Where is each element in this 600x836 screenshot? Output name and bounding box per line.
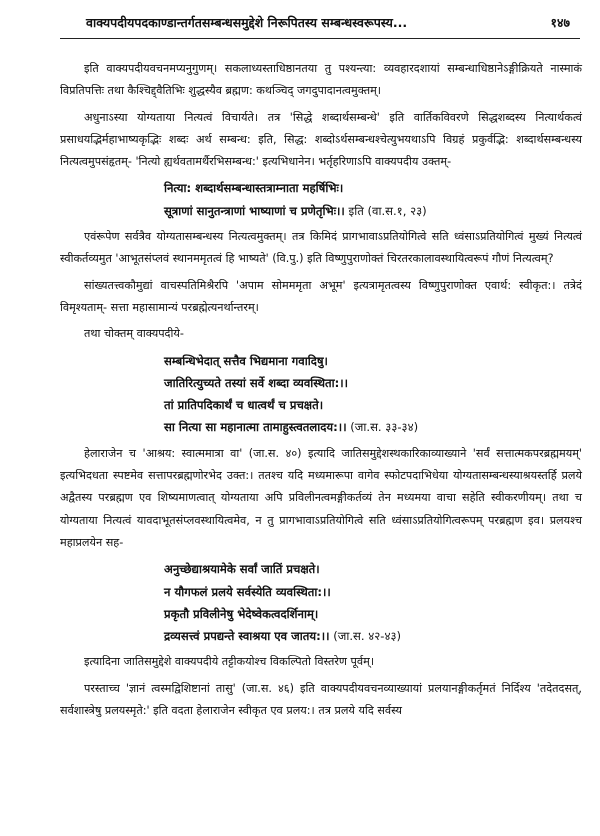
paragraph-4: सांख्यतत्त्वकौमुद्यां वाचस्पतिमिश्रैरपि 'अपाम सोमममृता अभूम' इत्यत्रामृतत्वस्य विष्णुपुराणोक्त एवार्थ: स्वीकृत:। तत्रेदं विमृश्यताम्- सत्ता महासामान्यं परब्रह्मेत्यनर्थान्तरम्। xyxy=(60,278,582,314)
page-header xyxy=(86,14,570,32)
verse-block-1 xyxy=(164,177,582,222)
verse-reference: इति (वा.स.१, २३) xyxy=(344,203,427,218)
body-text xyxy=(60,58,582,726)
paragraph-7: इत्यादिना जातिसमुद्देशे वाक्यपदीये तट्टीकयोश्च विकल्पितो विस्तरेण पूर्वम्। xyxy=(84,655,375,669)
paragraph-2: अधुनाऽस्या योग्यताया नित्यत्वं विचार्यते। तत्र 'सिद्धे शब्दार्थसम्बन्धे' इति वार्तिकविवरणे सिद्धशब्दस्य नित्यार्थकत्वं प्रसाधयद्भिर्महाभाष्यकृद्भिः शब्दः अर्थ सम्बन्ध: इति, सिद्ध: शब्दोऽर्थसम्बन्धश्चेत्युभयथाऽपि विग्रहं प्रकुर्वद्भि: शब्दार्थसम्बन्धस्य नित्यत्वमुपसंहृतम्- 'नित्यो ह्यर्थवतामर्थैरभिसम्बन्ध:' इत्यभिधानेन। भर्तृहरिणाऽपि वाक्यपदीय उक्तम्- xyxy=(60,110,582,169)
page-number: १४७ xyxy=(550,15,570,30)
verse-line: नित्या: शब्दार्थसम्बन्धास्तत्राम्नाता महर्षिभिः। xyxy=(164,181,344,196)
verse-line-with-ref xyxy=(164,416,582,438)
verse-reference: (जा.स. ३३-३४) xyxy=(346,420,419,435)
verse-line: जातिरित्युच्यते तस्यां सर्वे शब्दा व्यवस्थिता:।। xyxy=(164,375,349,390)
verse-line-with-ref xyxy=(164,200,582,222)
verse-line: द्रव्यसत्त्वं प्रपद्यन्ते स्वाश्रया एव जातय:।। xyxy=(164,629,330,644)
paragraph-5: तथा चोक्तम् वाक्यपदीये- xyxy=(84,327,184,341)
verse-line: प्रकृतौ प्रविलीनेषु भेदेष्वेकत्वदर्शिनाम्। xyxy=(164,606,319,621)
paragraph-8: परस्ताच्च 'ज्ञानं त्वस्मद्विशिष्टानां तासु' (जा.स. ४६) इति वाक्यपदीयवचनव्याख्यायां प्रलयानङ्गीकर्तृमतं निर्दिश्य 'तदेतदसत्, सर्वशास्त्रेषु प्रलयस्मृते:' इति वदता हेलाराजेन स्वीकृत एव प्रलय:। तत्र प्रलये यदि सर्वस्य xyxy=(60,681,582,718)
verse-line: तां प्रातिपदिकार्थं च धात्वर्थं च प्रचक्षते। xyxy=(164,398,324,413)
verse-reference: (जा.स. ४२-४३) xyxy=(329,629,402,644)
verse-line: अनुच्छेद्याश्रयामेके सर्वां जातिं प्रचक्षते। xyxy=(164,562,320,577)
paragraph-3: एवंरूपेण सर्वत्रैव योग्यतासम्बन्धस्य नित्यत्वमुक्तम्। तत्र किमिदं प्रागभावाऽप्रतियोगित्वे सति ध्वंसाऽप्रतियोगित्वं मुख्यं नित्यत्वं स्वीकर्तव्यमुत 'आभूतसंप्लवं स्थानममृतत्वं हि भाष्यते' (वि.पु.) इति विष्णुपुराणोक्तं चिरतरकालावस्थायित्वरूपं गौणं नित्यत्वम्? xyxy=(60,230,582,266)
verse-line: न यौगफलं प्रलये सर्वस्येति व्यवस्थिता:।। xyxy=(164,584,331,599)
verse-line: सा नित्या सा महानात्मा तामाहुस्त्वतलादय:।। xyxy=(164,420,347,435)
verse-block-2 xyxy=(164,350,582,439)
paragraph-1: इति वाक्यपदीयवचनमप्यनुगुणम्। सकलाध्यस्ताधिष्ठानतया तु पश्यन्त्या: व्यवहारदशायां सम्बन्धाधिष्ठानेऽङ्गीक्रियते नास्माकं विप्रतिपत्तिः तथा कैश्चिद्द्वैतिभिः शुद्धस्यैव ब्रह्मण: कथञ्चिद् जगदुपादानत्वमुक्तम्। xyxy=(60,62,582,98)
paragraph-6: हेलाराजेन च 'आश्रय: स्वात्ममात्रा वा' (जा.स. ४०) इत्यादि जातिसमुद्देशस्थकारिकाव्याख्याने 'सर्वं सत्तात्मकपरब्रह्ममयम्' इत्यभिदधता स्पष्टमेव सत्तापरब्रह्मणोरभेद उक्त:। ततश्च यदि मध्यमारूपा वागेव स्फोटपदाभिधेया योग्यतासम्बन्धस्याश्रयस्तर्हि प्रलये अद्वैतस्य परब्रह्मण एव शिष्यमाणत्वात् योग्यताया अपि प्रविलीनत्वमङ्गीकर्तव्यं तेन मध्यमया वाचा सहेति स्वीकरणीयम्। तथा च योग्यताया नित्यत्वं यावदाभूतसंप्लवस्थायित्वमेव, न तु प्रागभावाऽप्रतियोगित्वे सति ध्वंसाऽप्रतियोगित्वरूपम् परब्रह्मण इव। प्रलयश्च महाप्रलयेन सह- xyxy=(60,446,582,549)
verse-line: सम्बन्धिभेदात् सत्तैव भिद्यमाना गवादिषु। xyxy=(164,353,328,368)
verse-line-with-ref xyxy=(164,625,582,647)
verse-line: सूत्राणां सानुतन्त्राणां भाष्याणां च प्रणेतृभिः।। xyxy=(164,203,345,218)
verse-block-3 xyxy=(164,558,582,647)
header-rule xyxy=(60,38,580,39)
running-title: वाक्यपदीयपदकाण्डान्तर्गतसम्बन्धसमुद्देशे निरूपितस्य सम्बन्धस्वरूपस्य... xyxy=(86,15,408,30)
